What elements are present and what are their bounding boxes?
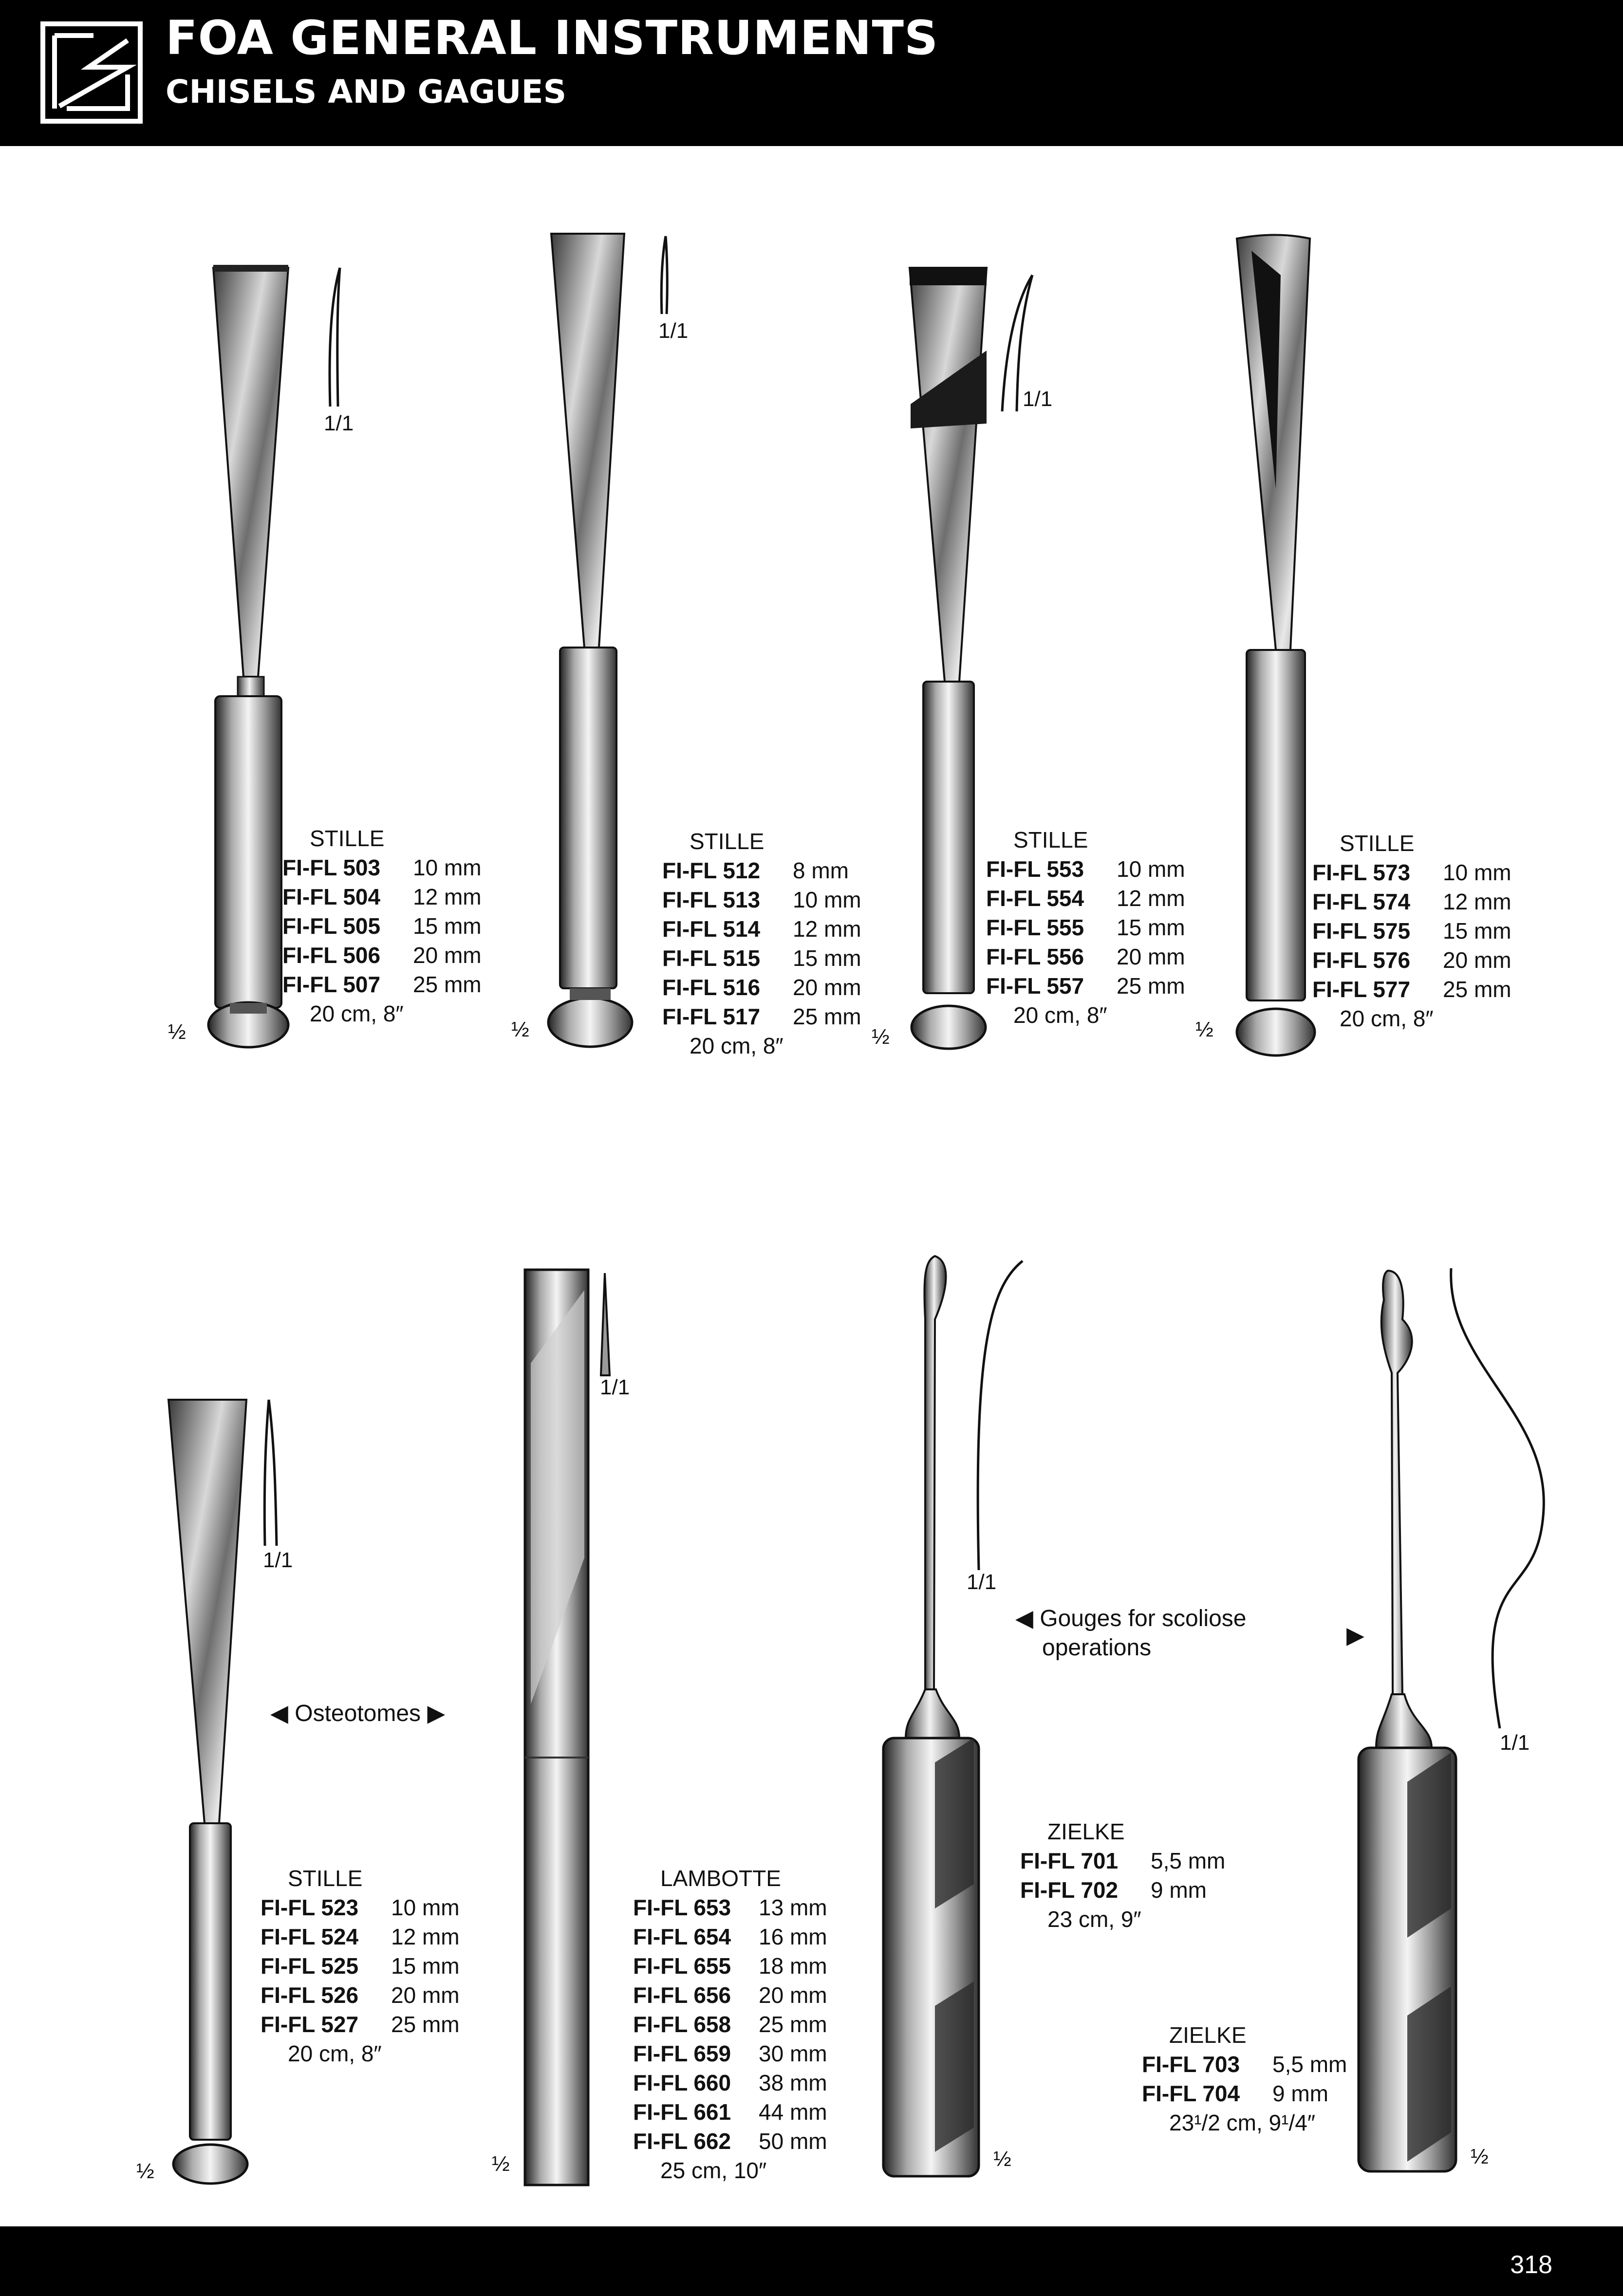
group-length: 20 cm, 8″ [288,2041,382,2066]
chisel-illustration [536,229,648,1056]
product-size: 38 mm [759,2070,827,2095]
product-size: 50 mm [759,2129,827,2154]
product-row [1312,887,1511,916]
product-row [282,882,482,911]
scale-mark: 1/1 [967,1570,997,1594]
product-row [633,2097,827,2127]
product-code: FI-FL 703 [1142,2052,1240,2077]
product-row [633,2039,827,2068]
scale-mark: 1/1 [600,1375,630,1399]
group-length: 23¹/2 cm, 9¹/4″ [1169,2110,1316,2135]
group-name: ZIELKE [1169,2022,1247,2048]
osteotome-profile-icon [262,1397,281,1548]
chisel-profile-icon [655,234,674,316]
product-code: FI-FL 557 [986,973,1084,999]
product-size: 25 mm [759,2012,827,2037]
chisel-profile-icon [321,265,346,411]
product-size: 25 mm [413,972,482,997]
osteotome-illustration [156,1395,263,2193]
product-size: 20 mm [1117,944,1185,969]
product-size: 20 mm [1443,947,1511,973]
product-code: FI-FL 554 [986,886,1084,911]
gouge-curve-profile-icon [969,1259,1027,1575]
product-row [261,1981,460,2010]
product-row [662,973,861,1002]
page-number: 318 [1510,2251,1552,2279]
group-length: 20 cm, 8″ [1340,1006,1434,1031]
product-row [986,942,1185,971]
group-length: 20 cm, 8″ [310,1001,404,1026]
product-size: 12 mm [413,884,482,909]
product-row [662,944,861,973]
product-row [261,1922,460,1951]
page-subtitle: CHISELS AND GAGUES [166,73,567,111]
gouge-illustration [1227,231,1325,1059]
product-code: FI-FL 573 [1312,860,1411,885]
product-code: FI-FL 516 [662,975,761,1000]
product-size: 44 mm [759,2099,827,2125]
product-code: FI-FL 574 [1312,889,1411,914]
product-size: 15 mm [413,913,482,939]
product-row [662,914,861,944]
product-size: 12 mm [1117,886,1185,911]
product-size: 12 mm [793,916,861,942]
product-size: 12 mm [391,1924,460,1949]
scale-mark: ½ [136,2159,154,2183]
product-size: 15 mm [793,945,861,971]
product-row [662,1002,861,1031]
product-code: FI-FL 556 [986,944,1084,969]
gouges-note-line1: ◀ Gouges for scoliose [1015,1606,1247,1631]
product-size: 5,5 mm [1151,1848,1226,1873]
product-row [1142,2050,1347,2079]
product-size: 25 mm [1117,973,1185,999]
group-name: STILLE [288,1866,363,1891]
product-size: 20 mm [391,1982,460,2008]
product-size: 10 mm [413,855,482,880]
product-size: 25 mm [1443,977,1511,1002]
product-size: 10 mm [391,1895,460,1920]
scale-mark: ½ [492,2152,510,2176]
product-row [1312,858,1511,887]
group-name: STILLE [310,826,385,851]
group-length: 20 cm, 8″ [1013,1002,1107,1028]
product-size: 9 mm [1151,1877,1207,1903]
product-row [282,970,482,999]
product-row [986,971,1185,1000]
product-code: FI-FL 576 [1312,947,1411,973]
product-size: 15 mm [1117,915,1185,940]
product-size: 20 mm [793,975,861,1000]
product-code: FI-FL 701 [1020,1848,1119,1873]
group-name: LAMBOTTE [660,1866,781,1891]
product-code: FI-FL 662 [633,2129,731,2154]
product-row [1020,1846,1225,1875]
product-code: FI-FL 553 [986,856,1084,882]
product-code: FI-FL 513 [662,887,761,912]
product-row [633,2010,827,2039]
product-code: FI-FL 555 [986,915,1084,940]
product-row [261,2010,460,2039]
product-group-label [662,827,861,1060]
product-code: FI-FL 527 [261,2012,359,2037]
product-code: FI-FL 653 [633,1895,731,1920]
product-code: FI-FL 524 [261,1924,359,1949]
product-row [1312,975,1511,1004]
product-code: FI-FL 526 [261,1982,359,2008]
scale-mark: ½ [168,1020,186,1044]
product-group-label [1312,829,1511,1033]
product-size: 25 mm [793,1004,861,1029]
product-row [633,1951,827,1981]
product-row [261,1951,460,1981]
product-group-label [1142,2020,1347,2137]
product-code: FI-FL 577 [1312,977,1411,1002]
product-row [633,1893,827,1922]
product-code: FI-FL 660 [633,2070,731,2095]
group-name: STILLE [1340,831,1415,856]
product-row [1312,945,1511,975]
product-size: 20 mm [413,943,482,968]
product-row [633,2068,827,2097]
product-row [282,911,482,941]
page-header [0,0,1623,146]
product-row [633,2127,827,2156]
product-size: 5,5 mm [1272,2052,1347,2077]
product-row [986,854,1185,884]
scale-mark: 1/1 [1500,1731,1530,1755]
product-group-label [633,1864,827,2185]
product-code: FI-FL 525 [261,1953,359,1979]
product-size: 15 mm [1443,918,1511,944]
scale-mark: 1/1 [324,411,354,435]
product-code: FI-FL 661 [633,2099,731,2125]
product-code: FI-FL 659 [633,2041,731,2066]
product-size: 20 mm [759,1982,827,2008]
product-row [633,1922,827,1951]
product-size: 10 mm [1117,856,1185,882]
product-row [1142,2079,1347,2108]
product-size: 10 mm [1443,860,1511,885]
scale-mark: ½ [1471,2145,1489,2168]
product-code: FI-FL 575 [1312,918,1411,944]
product-code: FI-FL 654 [633,1924,731,1949]
product-size: 25 mm [391,2012,460,2037]
lambotte-profile-icon [598,1271,613,1378]
product-size: 9 mm [1272,2081,1328,2106]
scale-mark: ½ [993,2147,1011,2171]
product-code: FI-FL 505 [282,913,381,939]
product-row [1312,916,1511,945]
product-code: FI-FL 704 [1142,2081,1240,2106]
scale-mark: ½ [1195,1018,1213,1041]
group-name: STILLE [1013,827,1088,852]
product-size: 13 mm [759,1895,827,1920]
page-footer [0,2226,1623,2296]
lambotte-osteotome-illustration [521,1266,594,2191]
product-size: 15 mm [391,1953,460,1979]
product-code: FI-FL 658 [633,2012,731,2037]
product-row [633,1981,827,2010]
product-group-label [282,824,482,1028]
gouges-note-arrow: ▶ [1346,1623,1364,1648]
foa-logo-icon [40,21,143,124]
gouge-curve-profile-icon [1441,1266,1558,1733]
group-length: 23 cm, 9″ [1047,1907,1141,1932]
product-row [282,941,482,970]
product-row [1020,1875,1225,1905]
osteotomes-note: ◀ Osteotomes ▶ [270,1701,446,1726]
product-code: FI-FL 702 [1020,1877,1119,1903]
product-row [261,1893,460,1922]
product-code: FI-FL 504 [282,884,381,909]
product-row [986,913,1185,942]
product-row [986,884,1185,913]
product-code: FI-FL 512 [662,858,761,883]
scale-mark: ½ [511,1018,529,1041]
product-group-label [986,825,1185,1030]
scale-mark: 1/1 [658,319,689,343]
product-code: FI-FL 523 [261,1895,359,1920]
product-group-label [1020,1817,1225,1934]
product-code: FI-FL 517 [662,1004,761,1029]
group-name: ZIELKE [1047,1819,1125,1844]
group-name: STILLE [690,829,765,854]
gouges-note-line2: operations [1042,1635,1152,1661]
group-length: 25 cm, 10″ [660,2158,767,2183]
product-code: FI-FL 507 [282,972,381,997]
scale-mark: 1/1 [1023,387,1053,411]
product-size: 8 mm [793,858,849,883]
product-group-label [261,1864,460,2068]
product-code: FI-FL 515 [662,945,761,971]
page-title: FOA GENERAL INSTRUMENTS [166,11,939,65]
scale-mark: 1/1 [263,1548,293,1572]
product-row [662,856,861,885]
scale-mark: ½ [872,1025,890,1049]
product-code: FI-FL 503 [282,855,381,880]
product-code: FI-FL 655 [633,1953,731,1979]
group-length: 20 cm, 8″ [690,1033,784,1058]
product-size: 16 mm [759,1924,827,1949]
product-size: 18 mm [759,1953,827,1979]
product-code: FI-FL 514 [662,916,761,942]
product-row [282,853,482,882]
product-size: 10 mm [793,887,861,912]
product-code: FI-FL 656 [633,1982,731,2008]
product-size: 12 mm [1443,889,1511,914]
product-row [662,885,861,914]
product-code: FI-FL 506 [282,943,381,968]
product-size: 30 mm [759,2041,827,2066]
